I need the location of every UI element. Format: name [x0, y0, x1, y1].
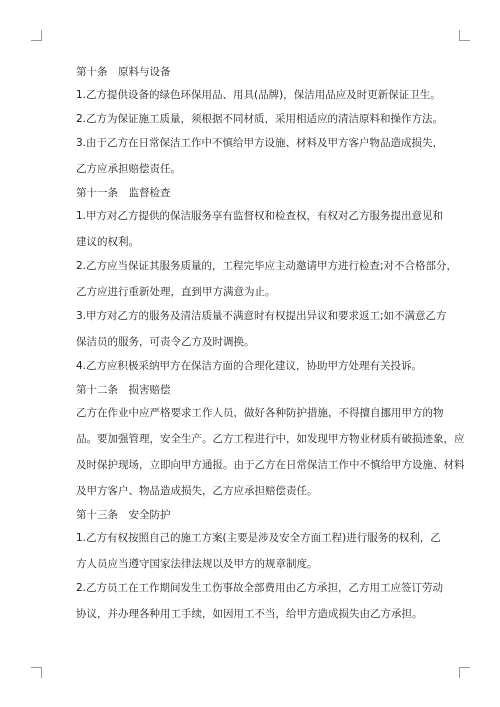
paragraph-line: 及甲方客户、物品造成损失，乙方应承担赔偿责任。 [76, 485, 318, 497]
paragraph [76, 135, 446, 177]
crop-mark-bottom-left [31, 667, 42, 678]
paragraph-line: 2.乙方为保证施工质量，须根据不同材质，采用相适应的清洁原料和操作方法。 [76, 113, 444, 125]
section-heading: 第十一条 监督检查 [76, 187, 171, 199]
paragraph-line: 4.乙方应积极采纳甲方在保洁方面的合理化建议，协助甲方处理有关投诉。 [76, 360, 423, 372]
paragraph [76, 87, 446, 103]
paragraph-line: 2.乙方应当保证其服务质量的，工程完毕应主动邀请甲方进行检查;对不合格部分， [76, 260, 458, 272]
paragraph-line: 乙方应进行重新处理，直到甲方满意为止。 [76, 286, 276, 298]
paragraph-line: 协议，并办理各种用工手续，如因用工不当，给甲方造成损失由乙方承担。 [76, 608, 423, 620]
crop-mark-bottom-right [459, 667, 470, 678]
paragraph [76, 308, 446, 350]
paragraph [76, 530, 446, 572]
paragraph-line: 3.由于乙方在日常保洁工作中不慎给甲方设施、材料及甲方客户物品造成损失， [76, 137, 444, 149]
paragraph-line: 1.乙方提供设备的绿色环保用品、用具(品牌)，保洁用品应及时更新保证卫生。 [76, 89, 441, 101]
paragraph-line: 乙方在作业中应严格要求工作人员，做好各种防护措施，不得擅自挪用甲方的物 [76, 407, 444, 419]
crop-mark-top-right [459, 30, 470, 41]
section-heading: 第十二条 损害赔偿 [76, 384, 171, 396]
paragraph-line: 乙方应承担赔偿责任。 [76, 163, 181, 175]
paragraph-line: 品。要加强管理，安全生产。乙方工程进行中，如发现甲方物业材质有破损迹象，应 [76, 433, 465, 445]
section-heading: 第十条 原料与设备 [76, 66, 171, 78]
paragraph [76, 580, 446, 622]
paragraph-line: 保洁员的服务，可责令乙方及时调换。 [76, 336, 255, 348]
paragraph-line: 1.乙方有权按照自己的施工方案(主要是涉及安全方面工程)进行服务的权利，乙 [76, 532, 441, 544]
paragraph-line: 3.甲方对乙方的服务及清洁质量不满意时有权提出异议和要求返工;如不满意乙方 [76, 310, 447, 322]
paragraph [76, 258, 458, 300]
paragraph-line: 方人员应当遵守国家法律法规以及甲方的规章制度。 [76, 558, 318, 570]
paragraph [76, 358, 446, 374]
paragraph-line: 建议的权利。 [76, 236, 139, 248]
paragraph-line: 2.乙方员工在工作期间发生工伤事故全部费用由乙方承担，乙方用工应签订劳动 [76, 582, 444, 594]
paragraph-line: 及时保护现场，立即向甲方通报。由于乙方在日常保洁工作中不慎给甲方设施、材料 [76, 459, 465, 471]
section-heading: 第十三条 安全防护 [76, 509, 171, 521]
crop-mark-top-left [31, 30, 42, 41]
paragraph [76, 208, 446, 250]
paragraph-line: 1.甲方对乙方提供的保洁服务享有监督权和检查权，有权对乙方服务提出意见和 [76, 210, 444, 222]
document-body [76, 64, 465, 630]
paragraph [76, 405, 465, 499]
paragraph [76, 111, 446, 127]
